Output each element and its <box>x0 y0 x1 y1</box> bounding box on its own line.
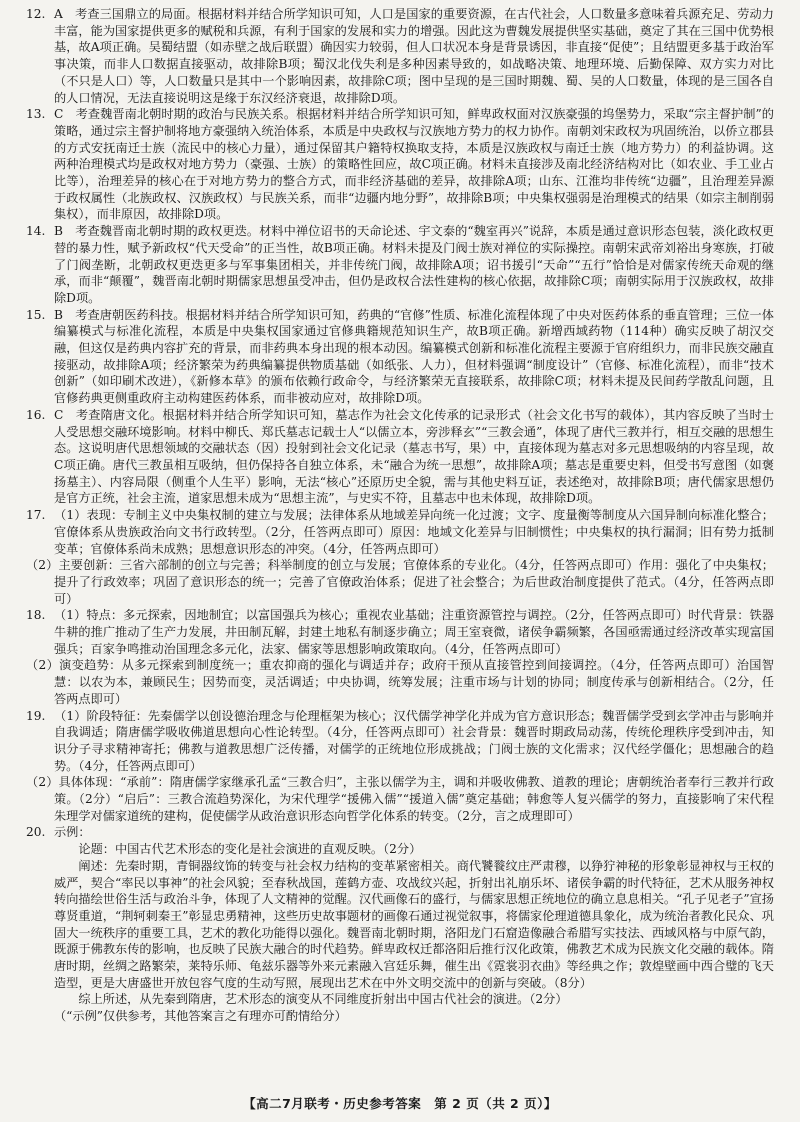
answer-text: C 考查隋唐文化。根据材料并结合所学知识可知，墓志作为社会文化传承的记录形式（社会文化书写的载体），其内容反映了当时士人受思想交融环境影响。材料中柳氏、郑氏墓志记载士人“以儒立本，旁涉释玄”“三教会通”，体现了唐代三教并行，相互交融的思想生态。这说明唐代思想领域的交融状态（因）投射到社会文化记录（墓志书写，果）中，直接体现为墓志对多元思想吸纳的内容呈现，故C项正确。唐代三教虽相互吸纳，但仍保持各自独立体系，未“融合为统一思想”，故排除A项；墓志是重要史料，但受书写意图（如褒扬墓主）、内容局限（侧重个人生平）影响，无法“核心”还原历史全貌，需与其他史料互证，表述绝对，故排除B项；唐代儒家思想仍是官方正统，社会主流，道家思想未成为“思想主流”，与史实不符，且墓志中也未体现，故排除D项。 <box>54 407 774 506</box>
answer-item <box>26 106 774 223</box>
answer-text: C 考查魏晋南北朝时期的政治与民族关系。根据材料并结合所学知识可知，鲜卑政权面对汉族豪强的坞堡势力，采取“宗主督护制”的策略，通过宗主督护制将地方豪强纳入统治体系，本质是中央政权与汉族地方势力的权力协作。南朝刘宋政权为巩固统治，以侨立郡县的方式安抚南迁士族（流民中的核心力量），通过保留其户籍特权换取支持，本质是汉族政权与南迁士族（地方势力）的利益协调。这两种治理模式均是政权对地方势力（豪强、士族）的策略性回应，故C项正确。材料未直接涉及南北经济结构对比（如农业、手工业占比等），治理差异的核心在于对地方势力的整合方式，而非经济基础的差异，故排除A项；山东、江淮均非传统“边疆”，且治理差异源于政权属性（北族政权、汉族政权）与民族关系，而非“边疆内地分野”，故排除B项；中央集权强弱是治理模式的结果（如宗主制削弱集权），而非原因，故排除D项。 <box>54 107 774 222</box>
question-number: 17. <box>26 508 46 523</box>
answer-subpart: （2）演变趋势：从多元探索到制度统一；重农抑商的强化与调适并存；政府干预从直接管控到间接调控。（4分，任答两点即可）治国智慧：以农为本，兼顾民生；因势而变，灵活调适；中央协调，统筹发展；注重市场与计划的协同；制度传承与创新相结合。（2分，任答两点即可） <box>26 658 774 706</box>
answer-item <box>26 607 774 707</box>
question-number: 14. <box>26 224 46 239</box>
answer-item <box>26 824 774 841</box>
question-number: 12. <box>26 7 46 21</box>
answer-item <box>26 507 774 607</box>
answer-text: （1）特点：多元探索，因地制宜；以富国强兵为核心；重视农业基础；注重资源管控与调控。（2分，任答两点即可）时代背景：铁器牛耕的推广推动了生产力发展，井田制瓦解，封建土地私有制逐步确立；周王室衰微，诸侯争霸频繁，各国亟需通过经济改革实现富国强兵；百家争鸣推动治国理念多元化，法家、儒家等思想影响政策取向。（4分，任答两点即可） <box>54 608 774 656</box>
answer-text: （1）阶段特征：先秦儒学以创设德治理念与伦理框架为核心；汉代儒学神学化并成为官方意识形态；魏晋儒学受到玄学冲击与影响并自我调适；隋唐儒学吸收佛道思想向心性论转型。（4分，任答两点即可）社会背景：魏晋时期政局动荡，传统伦理秩序受到冲击，知识分子寻求精神寄托；佛教与道教思想广泛传播，对儒学的正统地位形成挑战；门阀士族的文化需求；汉代经学僵化；思想融合的趋势。（4分，任答两点即可） <box>54 708 774 773</box>
question-number: 16. <box>26 407 46 422</box>
answer-subpart: （2）具体体现：“承前”：隋唐儒学家继承孔孟“三教合归”，主张以儒学为主，调和并吸收佛教、道教的理论；唐朝统治者奉行三教并行政策。（2分）“启后”：三教合流趋势深化，为宋代理学“援佛入儒”“援道入儒”奠定基础；韩愈等人复兴儒学的努力，直接影响了宋代程朱理学对儒家道统的建构，促使儒学从政治意识形态向哲学化体系的转变。（2分，言之成理即可） <box>26 775 774 823</box>
question-number: 20. <box>26 825 46 840</box>
answer-text: B 考查魏晋南北朝时期的政权更迭。材料中禅位诏书的天命论述、宇文泰的“魏室再兴”说辞，本质是通过意识形态包装，淡化政权更替的暴力性，赋予新政权“代天受命”的正当性，故B项正确。材料未提及门阀士族对禅位的实际操控。南朝宋武帝刘裕出身寒族，打破了门阀垄断，北朝政权更迭更多与军事集团相关，并非传统门阀，故排除A项；诏书援引“天命”“五行”恰恰是对儒家传统天命观的继承，而非“颠覆”，魏晋南北朝时期儒家思想虽受冲击，但仍是政权合法性建构的核心依据，故排除C项；南朝实际用于汉族政权，故排除D项。 <box>54 224 774 305</box>
essay-conclusion: 综上所述，从先秦到隋唐，艺术形态的演变从不同维度折射出中国古代社会的演进。（2分） <box>78 992 568 1007</box>
answer-item <box>26 223 774 307</box>
question-number: 18. <box>26 608 46 623</box>
answer-item <box>26 407 774 507</box>
answer-text: 示例： <box>54 825 91 840</box>
answer-item <box>26 307 774 407</box>
answer-text: A 考查三国鼎立的局面。根据材料并结合所学知识可知，人口是国家的重要资源，在古代社会，人口数量多意味着兵源充足、劳动力丰富，能为国家提供更多的赋税和兵源，有利于国家的发展和实力的增强。因此这为曹魏发展提供坚实基础，奠定了其在三国中优势根基，故A项正确。吴蜀结盟（如赤壁之战后联盟）确因实力较弱，但人口状况本身是背景诱因，非直接“促使”；且结盟更多基于政治军事决策，而非人口数据直接驱动，故排除B项；蜀汉北伐失利是多种因素导致的，如战略决策、地理环境、后勤保障、双方实力对比（不只是人口）等，人口数量只是其中一个影响因素，故排除C项；图中呈现的是三国时期魏、蜀、吴的人口数量，体现的是三国各自的人口情况，无法直接说明这是缘于东汉经济衰退，故排除D项。 <box>54 7 774 105</box>
question-number: 15. <box>26 307 46 322</box>
answer-text: B 考查唐朝医药科技。根据材料并结合所学知识可知，药典的“官修”性质、标准化流程体现了中央对医药体系的垂直管理；三位一体编纂模式与标准化流程，本质是中央集权国家通过官修典籍规范知识生产，故B项正确。新增西域药物（114种）确实反映了胡汉交融，但这仅是药典内容扩充的背景，而非药典本身出现的根本动因。编纂模式创新和标准化流程主要源于官府组织力，而非民族交融直接驱动，故排除A项；经济繁荣为药典编纂提供物质基础（如纸张、人力），但材料强调“制度设计”（官修、标准化流程），而非“技术创新”（如印刷术改进），《新修本草》的颁布依赖行政命令，与经济繁荣无直接联系，故排除C项；材料未提及民间药学散乱问题，且官修药典更侧重政府主动构建医药体系，而非被动应对，故排除D项。 <box>54 307 774 406</box>
page-footer: 【高二7月联考・历史参考答案 第 2 页（共 2 页）】 <box>243 1096 557 1111</box>
essay-note: （“示例”仅供参考，其他答案言之有理亦可酌情给分） <box>54 1009 347 1024</box>
answer-text: （1）表现：专制主义中央集权制的建立与发展；法律体系从地域差异向统一化过渡；文字、度量衡等制度从六国异制向标准化整合；官僚体系从贵族政治向文书行政转型。（2分，任答两点即可）原因：地域文化差异与旧制惯性；中央集权的执行漏洞；旧有势力抵制变革；官僚体系尚未成熟；思想意识形态的冲突。（4分，任答两点即可） <box>54 508 774 556</box>
essay-body: 阐述：先秦时期，青铜器纹饰的转变与社会权力结构的变革紧密相关。商代饕餮纹庄严肃穆，以狰狞神秘的形象彰显神权与王权的威严，契合“率民以事神”的社会风貌；至春秋战国，莲鹤方壶、攻战纹兴起，折射出礼崩乐坏、诸侯争霸的时代特征，艺术从服务神权转向描绘世俗生活与政治斗争，体现了人文精神的觉醒。汉代画像石的盛行，与儒家思想正统地位的确立息息相关。“孔子见老子”宣扬尊贤重道，“荆轲刺秦王”彰显忠勇精神，这些历史故事题材的画像石通过视觉叙事，将儒家伦理道德具象化，成为统治者教化民众、巩固大一统秩序的重要工具，艺术的教化功能得以强化。魏晋南北朝时期，洛阳龙门石窟造像融合希腊写实技法、西域风格与中原气韵，既源于佛教东传的影响，也反映了民族大融合的时代趋势。鲜卑政权迁都洛阳后推行汉化政策，佛教艺术成为民族文化交融的载体。隋唐时期，丝绸之路繁荣，莱特乐师、龟兹乐器等外来元素融入宫廷乐舞，催生出《霓裳羽衣曲》等经典之作；敦煌壁画中西合璧的飞天造型，更是大唐盛世开放包容气度的生动写照，展现出艺术在中外文明交流中的创新与突破。（8分） <box>54 858 774 990</box>
answer-item <box>26 708 774 825</box>
answer-subpart: （2）主要创新：三省六部制的创立与完善；科举制度的创立与发展；官僚体系的专业化。（4分，任答两点即可）作用：强化了中央集权；提升了行政效率；巩固了意识形态的统一；完善了官僚政治体系；促进了社会整合；为后世政治制度提供了范式。（4分，任答两点即可） <box>26 558 774 606</box>
question-number: 13. <box>26 107 46 122</box>
question-number: 19. <box>26 708 46 723</box>
essay-example <box>26 841 774 1025</box>
answer-item <box>26 6 774 106</box>
essay-thesis: 论题：中国古代艺术形态的变化是社会演进的直观反映。（2分） <box>78 842 422 857</box>
answer-list <box>26 6 774 841</box>
